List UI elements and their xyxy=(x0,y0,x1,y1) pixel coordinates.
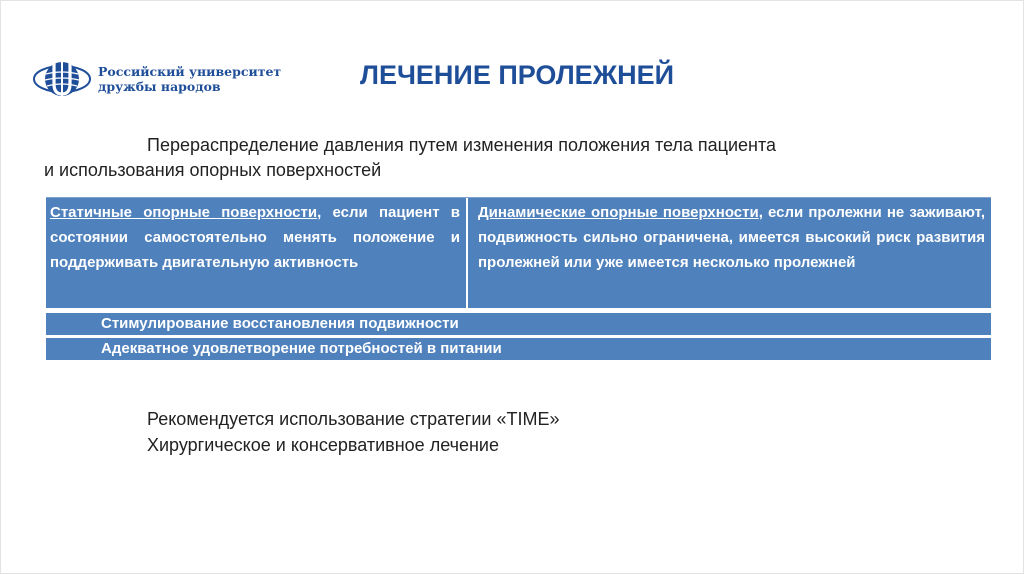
recommendations xyxy=(147,406,560,458)
intro-line-1: Перераспределение давления путем изменения положения тела пациента xyxy=(147,135,777,155)
logo-text xyxy=(98,64,281,94)
recommendation-treatment: Хирургическое и консервативное лечение xyxy=(147,435,500,455)
intro-text xyxy=(44,133,964,183)
mobility-row-text: Стимулирование восстановления подвижности xyxy=(101,315,459,332)
logo-line-2: дружбы народов xyxy=(98,79,221,94)
recommendation-time: Рекомендуется использование стратегии «TIME» xyxy=(147,409,560,429)
table-divider xyxy=(466,198,468,308)
intro-line-2: и использования опорных поверхностей xyxy=(44,160,382,180)
support-surfaces-table xyxy=(46,197,991,308)
nutrition-row-text: Адекватное удовлетворение потребностей в питании xyxy=(101,340,502,357)
logo-line-1: Российский университет xyxy=(98,64,282,79)
university-globe-logo-icon xyxy=(32,54,94,104)
dynamic-surfaces-description: , если пролежни не заживают, подвижность сильно ограничена, имеется высокий риск развития пролежней или уже имеется несколько пролежней xyxy=(478,204,985,271)
nutrition-row xyxy=(46,338,991,360)
page-title: ЛЕЧЕНИЕ ПРОЛЕЖНЕЙ xyxy=(360,60,675,90)
mobility-row xyxy=(46,313,991,335)
university-logo xyxy=(32,54,302,104)
static-surfaces-description: , если пациент в состоянии самостоятельно менять положение и поддерживать двигательную активность xyxy=(50,204,460,271)
static-surfaces-term: Статичные опорные поверхности xyxy=(50,204,318,221)
dynamic-surfaces-cell xyxy=(478,200,985,275)
dynamic-surfaces-term: Динамические опорные поверхности xyxy=(478,204,759,221)
static-surfaces-cell xyxy=(50,200,460,275)
